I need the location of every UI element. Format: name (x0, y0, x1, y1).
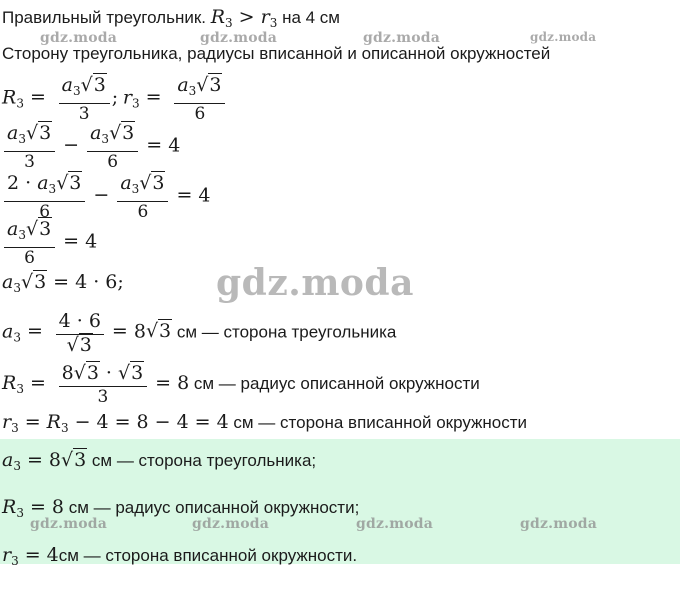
answer-inradius: $r_3 = 4см$ — сторона вписанной окружности. (2, 544, 358, 568)
problem-title: Правильный треугольник. $R_3 > r_3$ на 4 см (2, 6, 340, 30)
equation-step-2: $\frac{2 \cdot a_3√3}{6}$ − $\frac{a_3√3}{6}$ = 4 (2, 172, 211, 222)
watermark: gdz.moda (192, 516, 270, 532)
watermark: gdz.moda (530, 30, 597, 44)
watermark: gdz.moda (356, 516, 434, 532)
equation-step-3: $\frac{a_3√3}{6}$ = 4 (2, 218, 97, 268)
watermark: gdz.moda (363, 30, 441, 46)
watermark-large: gdz.moda (216, 262, 414, 304)
result-side: $a_3$ = $\frac{4 \cdot 6}{√3}$ = 8√3 см — сторона треугольника (2, 310, 397, 356)
result-inradius: $r_3 = R_3 - 4 = 8 - 4 = 4$ см — сторона вписанной окружности (2, 411, 528, 435)
watermark: gdz.moda (40, 30, 118, 46)
result-circumradius: $R_3$ = $\frac{8√3 \cdot √3}{3}$ = 8 см — радиус описанной окружности (2, 362, 480, 407)
watermark: gdz.moda (30, 516, 108, 532)
watermark: gdz.moda (200, 30, 278, 46)
answer-circumradius: $R_3 = 8$ см — радиус описанной окружности; (2, 496, 360, 520)
equation-step-4: $a_3√3 = 4 \cdot 6$; (2, 271, 124, 295)
formula-radii: $R_3$ = $\frac{a_3√3}{3}$ ; $r_3$ = $\frac{a_3√3}{6}$ (2, 74, 227, 124)
problem-subtitle: Сторону треугольника, радиусы вписанной и описанной окружностей (2, 44, 551, 63)
equation-step-1: $\frac{a_3√3}{3}$ − $\frac{a_3√3}{6}$ = 4 (2, 122, 180, 172)
watermark: gdz.moda (520, 516, 598, 532)
answer-side: $a_3 = 8√3$ см — сторона треугольника; (2, 449, 317, 473)
